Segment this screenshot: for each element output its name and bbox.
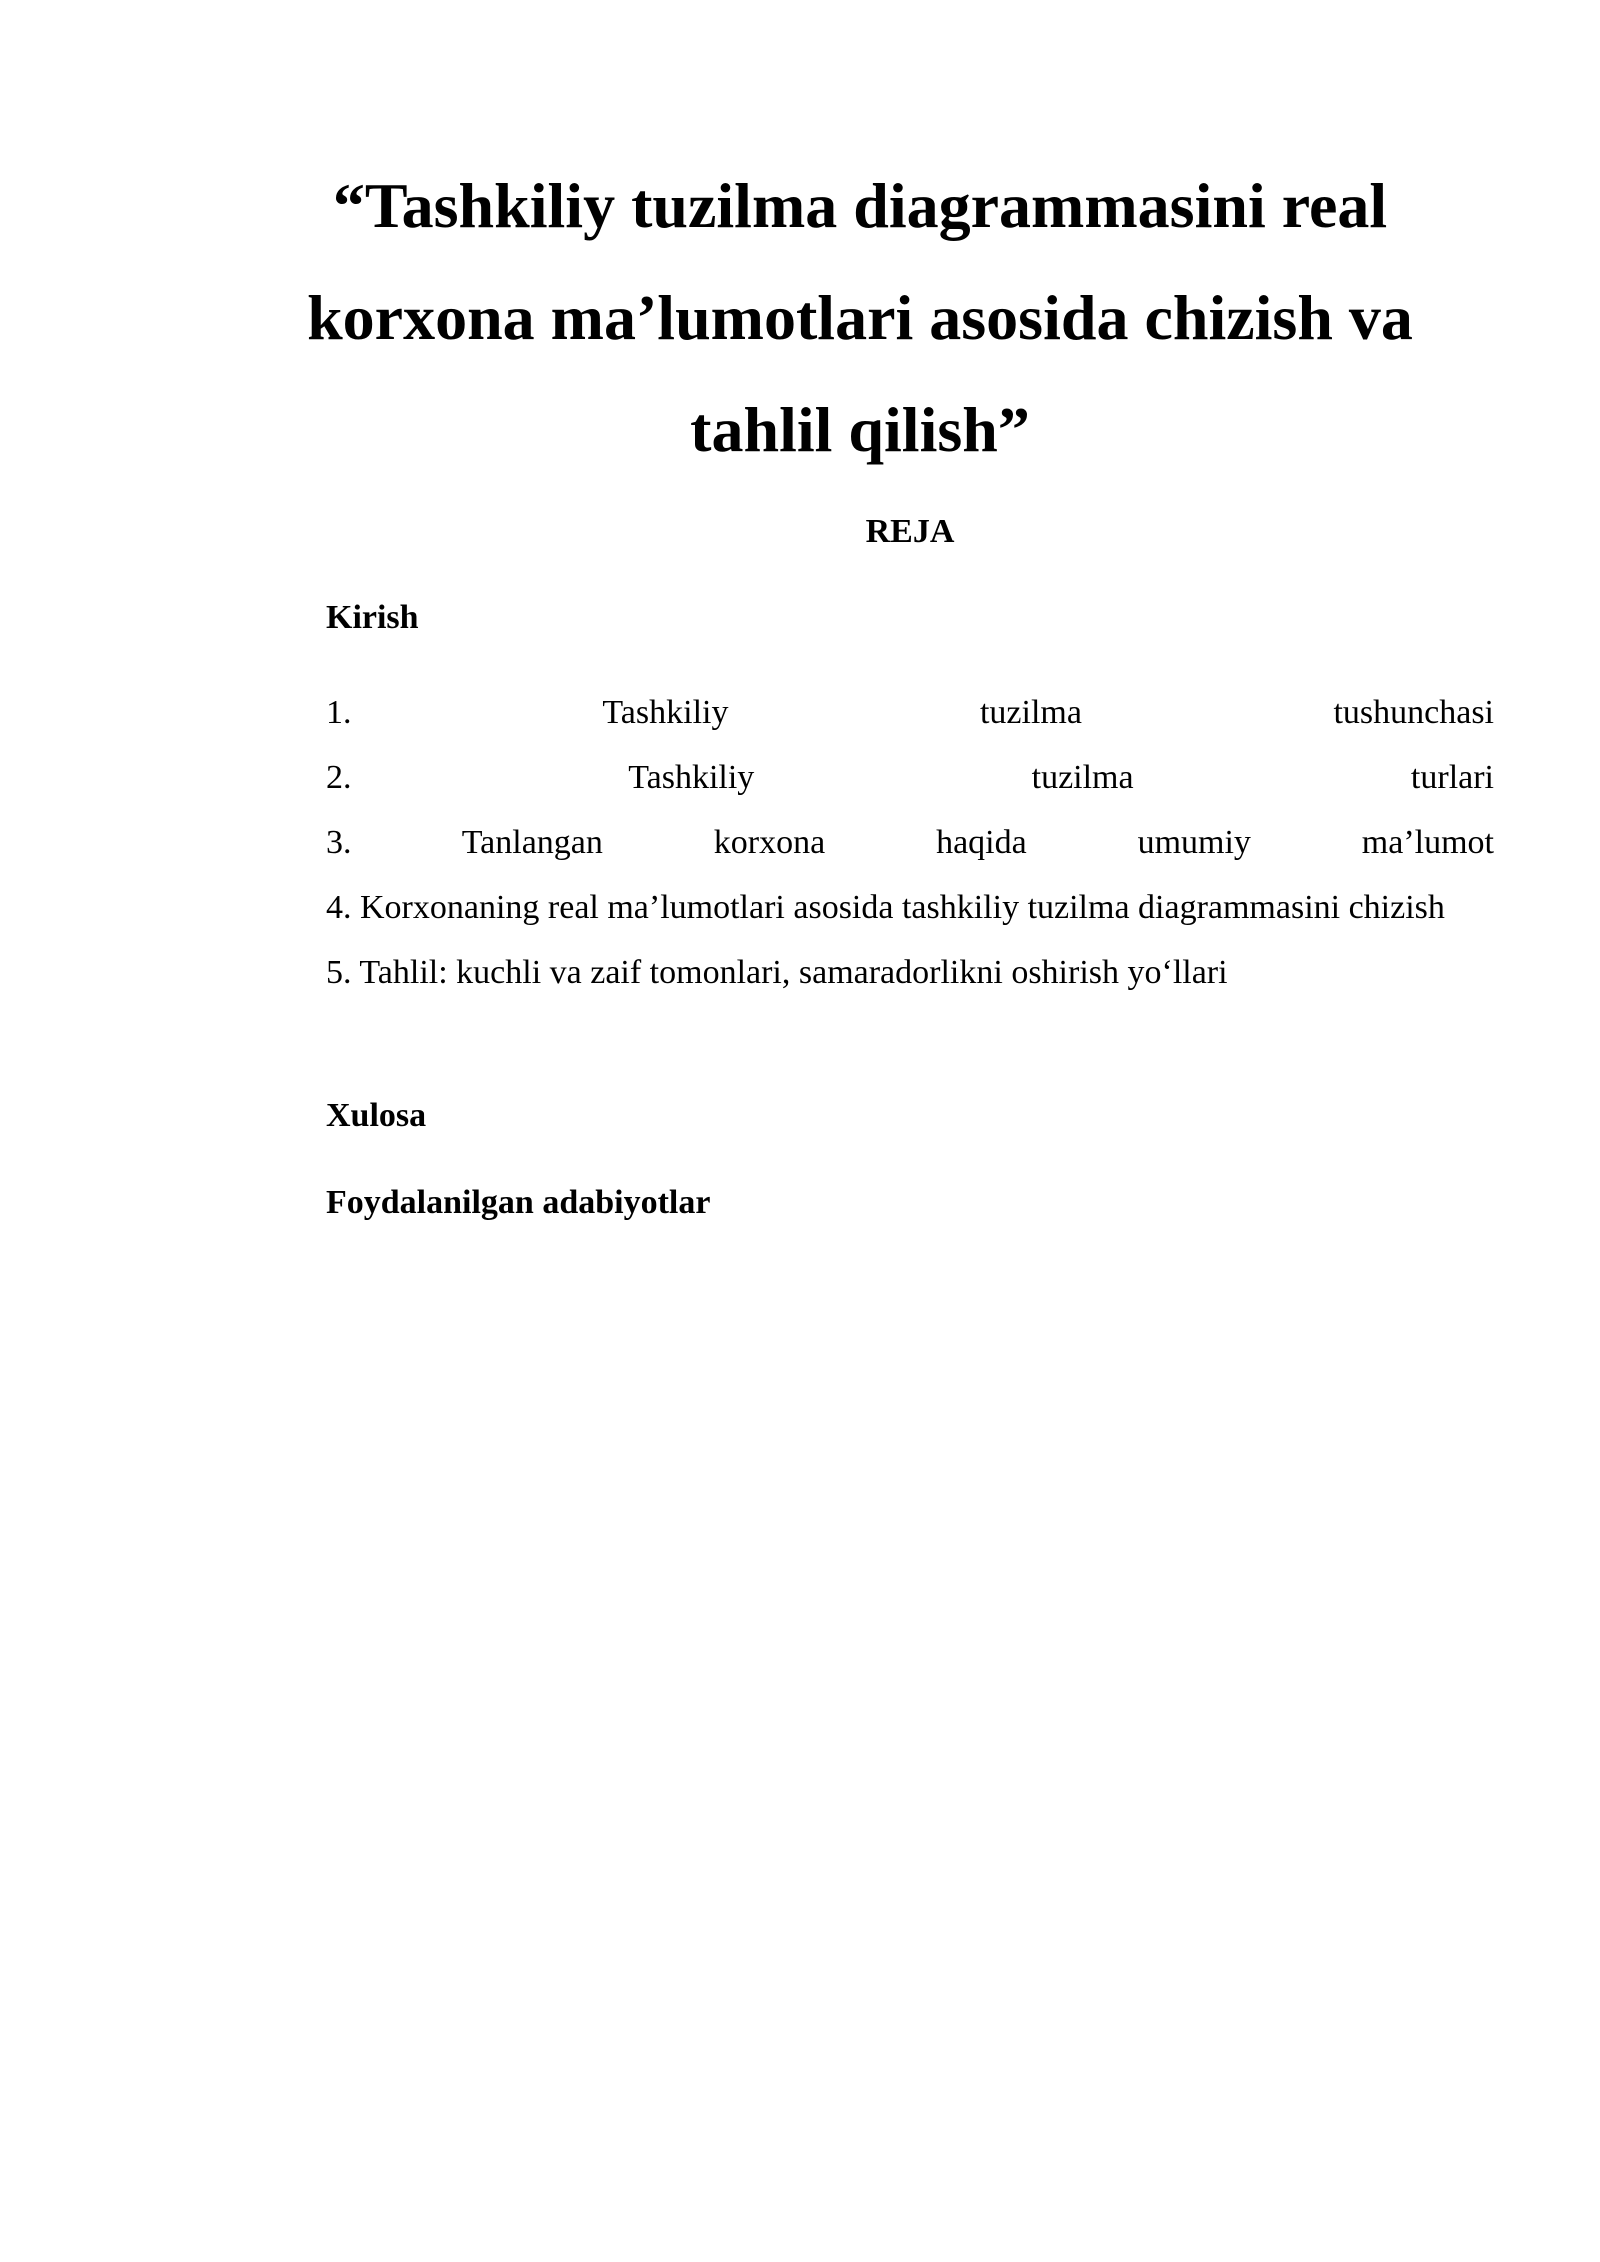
plan-heading: REJA xyxy=(865,513,955,550)
plan-item-5: 5. Tahlil: kuchli va zaif tomonlari, samaradorlikni oshirish yo‘llari xyxy=(326,954,1228,991)
plan-item-2: 2. Tashkiliy tuzilma turlari xyxy=(326,759,1494,796)
plan-item-3: 3. Tanlangan korxona haqida umumiy ma’lumot xyxy=(326,824,1494,861)
references-heading: Foydalanilgan adabiyotlar xyxy=(326,1184,711,1221)
plan-list xyxy=(326,680,1494,1005)
conclusion-heading: Xulosa xyxy=(326,1097,427,1134)
intro-heading: Kirish xyxy=(326,599,419,636)
plan-item-4: 4. Korxonaning real ma’lumotlari asosida tashkiliy tuzilma diagrammasini chizish xyxy=(326,889,1445,926)
document-title: “Tashkiliy tuzilma diagrammasini real korxona ma’lumotlari asosida chizish va tahlil qilish” xyxy=(307,170,1413,465)
plan-item-1: 1. Tashkiliy tuzilma tushunchasi xyxy=(326,694,1494,731)
